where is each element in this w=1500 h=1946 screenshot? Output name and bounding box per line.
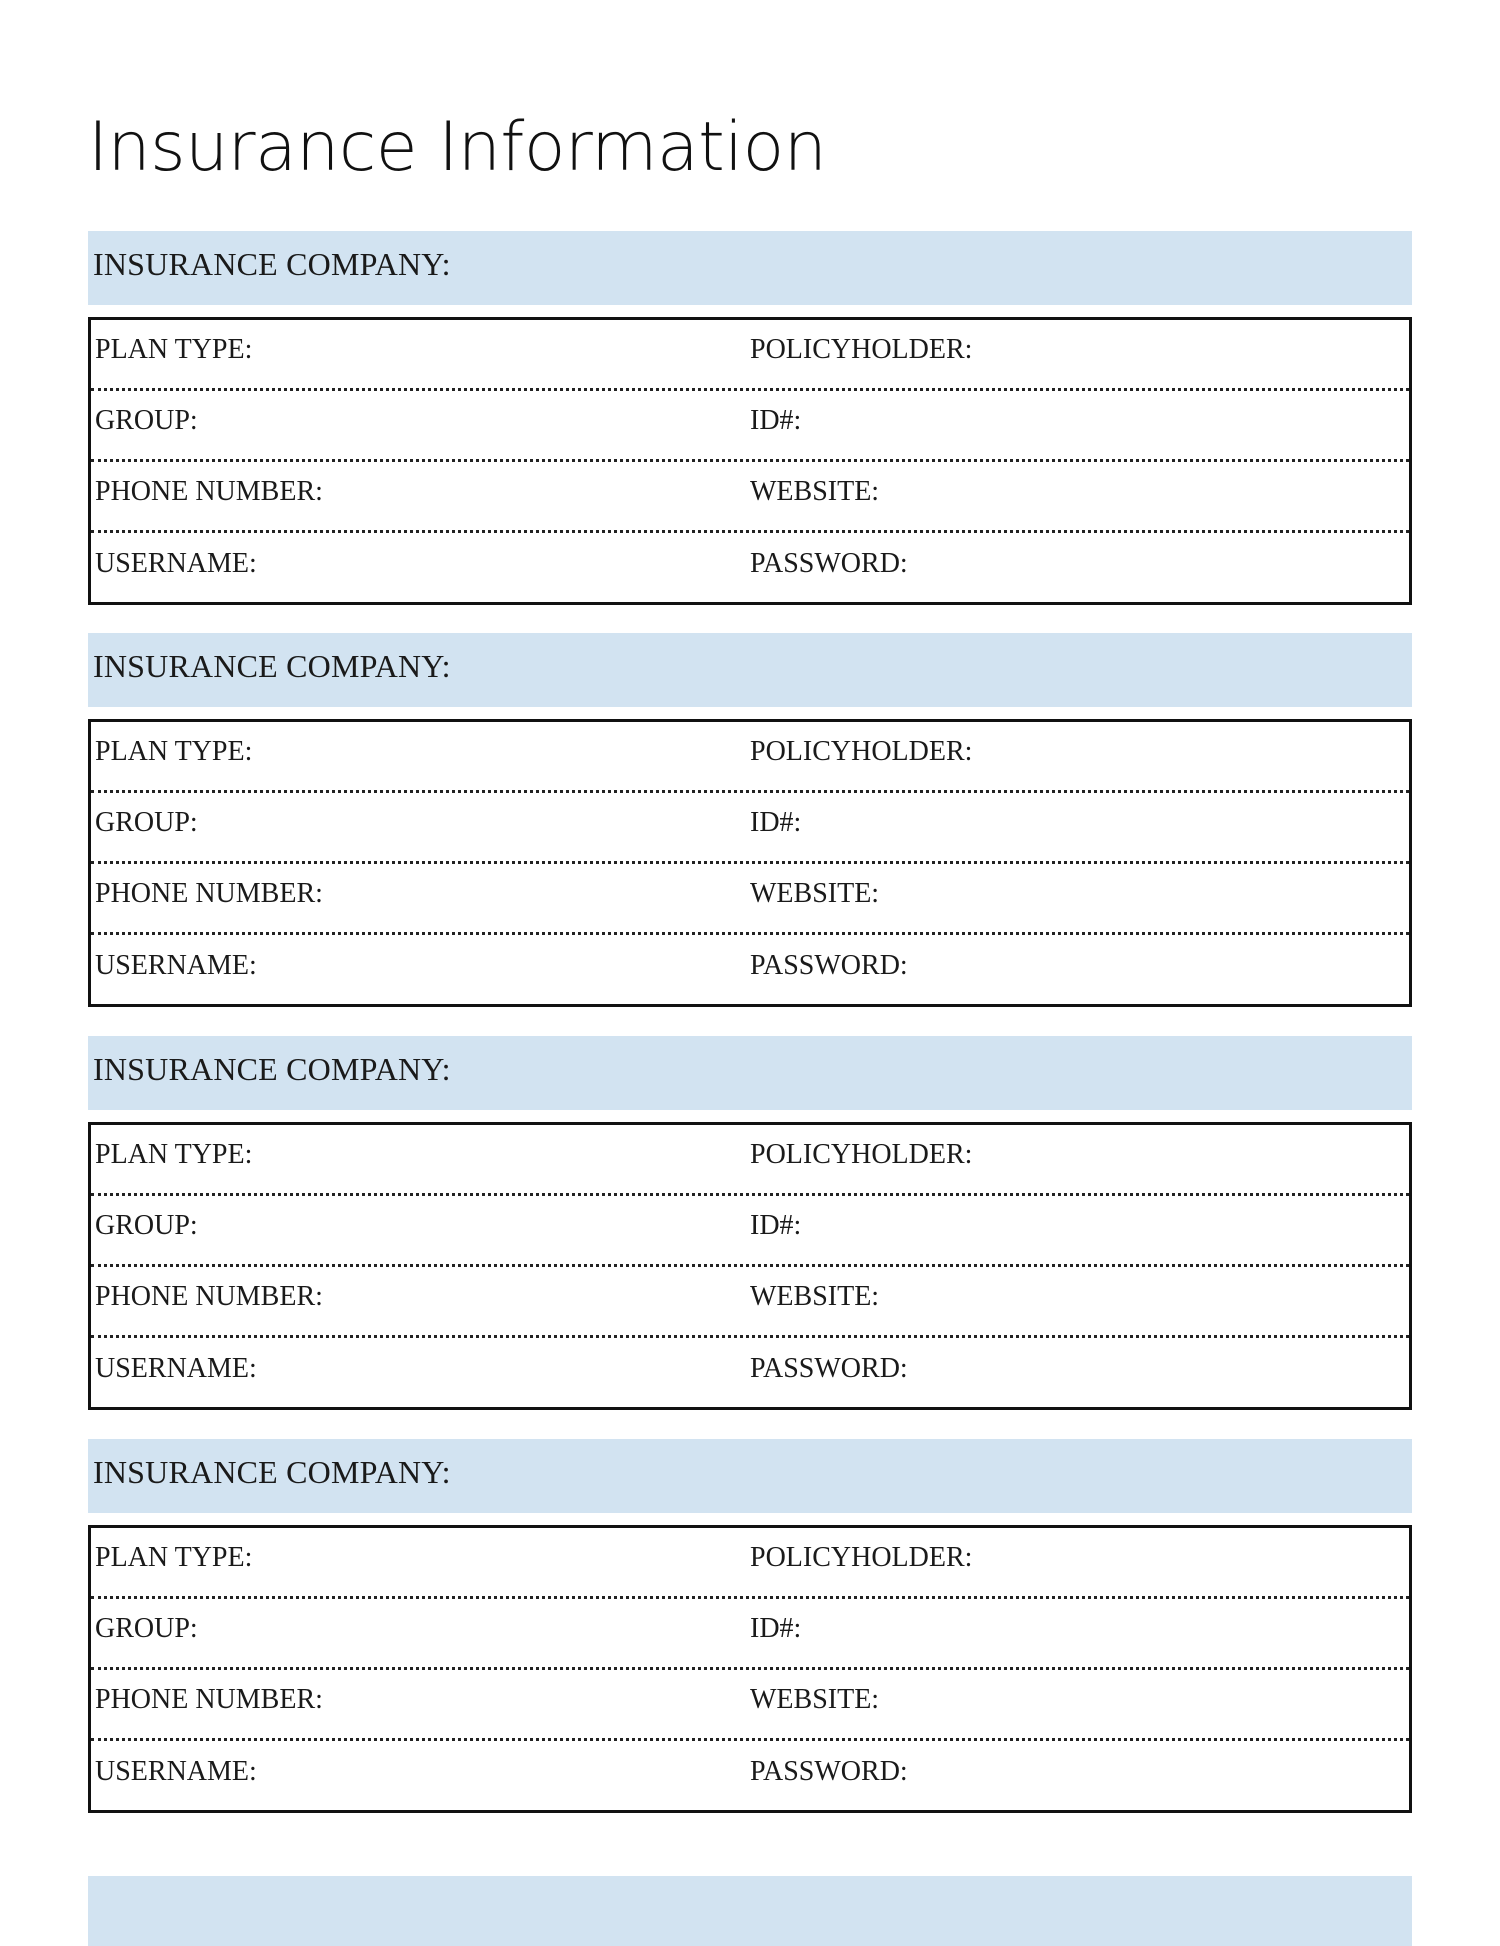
phone-number-field[interactable]: PHONE NUMBER: (95, 1281, 323, 1312)
insurance-details-box (88, 1525, 1412, 1813)
details-row (91, 722, 1409, 793)
insurance-details-box (88, 719, 1412, 1007)
details-row (91, 793, 1409, 864)
plan-type-field[interactable]: PLAN TYPE: (95, 1139, 253, 1170)
username-field[interactable]: USERNAME: (95, 1352, 257, 1384)
details-row (91, 462, 1409, 533)
plan-type-field[interactable]: PLAN TYPE: (95, 334, 253, 365)
page-title: Insurance Information (88, 108, 827, 187)
details-row (91, 320, 1409, 391)
insurance-details-box (88, 1122, 1412, 1410)
username-field[interactable]: USERNAME: (95, 949, 257, 981)
insurance-section-1 (88, 231, 1412, 605)
website-field[interactable]: WEBSITE: (750, 1281, 880, 1312)
details-row (91, 1338, 1409, 1407)
password-field[interactable]: PASSWORD: (750, 1352, 908, 1384)
plan-type-field[interactable]: PLAN TYPE: (95, 1542, 253, 1573)
group-field[interactable]: GROUP: (95, 405, 198, 436)
details-row (91, 533, 1409, 602)
insurance-section-4 (88, 1439, 1412, 1813)
id-number-field[interactable]: ID#: (750, 405, 802, 436)
details-row (91, 1528, 1409, 1599)
company-header-bar[interactable] (88, 633, 1412, 707)
insurance-company-label: INSURANCE COMPANY: (93, 245, 451, 282)
policyholder-field[interactable]: POLICYHOLDER: (750, 334, 973, 365)
next-company-header-bar (88, 1876, 1412, 1946)
details-row (91, 935, 1409, 1004)
username-field[interactable]: USERNAME: (95, 547, 257, 579)
details-row (91, 1196, 1409, 1267)
plan-type-field[interactable]: PLAN TYPE: (95, 736, 253, 767)
insurance-company-label: INSURANCE COMPANY: (93, 647, 451, 684)
insurance-section-2 (88, 633, 1412, 1007)
group-field[interactable]: GROUP: (95, 1613, 198, 1644)
insurance-company-label: INSURANCE COMPANY: (93, 1453, 451, 1490)
details-row (91, 1741, 1409, 1810)
insurance-company-label: INSURANCE COMPANY: (93, 1050, 451, 1087)
id-number-field[interactable]: ID#: (750, 807, 802, 838)
phone-number-field[interactable]: PHONE NUMBER: (95, 878, 323, 909)
phone-number-field[interactable]: PHONE NUMBER: (95, 1684, 323, 1715)
details-row (91, 1267, 1409, 1338)
username-field[interactable]: USERNAME: (95, 1755, 257, 1787)
details-row (91, 864, 1409, 935)
website-field[interactable]: WEBSITE: (750, 476, 880, 507)
company-header-bar[interactable] (88, 1439, 1412, 1513)
company-header-bar[interactable] (88, 231, 1412, 305)
phone-number-field[interactable]: PHONE NUMBER: (95, 476, 323, 507)
website-field[interactable]: WEBSITE: (750, 1684, 880, 1715)
details-row (91, 1125, 1409, 1196)
password-field[interactable]: PASSWORD: (750, 1755, 908, 1787)
id-number-field[interactable]: ID#: (750, 1613, 802, 1644)
policyholder-field[interactable]: POLICYHOLDER: (750, 1139, 973, 1170)
company-header-bar[interactable] (88, 1036, 1412, 1110)
details-row (91, 1599, 1409, 1670)
details-row (91, 391, 1409, 462)
details-row (91, 1670, 1409, 1741)
group-field[interactable]: GROUP: (95, 1210, 198, 1241)
id-number-field[interactable]: ID#: (750, 1210, 802, 1241)
policyholder-field[interactable]: POLICYHOLDER: (750, 736, 973, 767)
insurance-details-box (88, 317, 1412, 605)
password-field[interactable]: PASSWORD: (750, 949, 908, 981)
group-field[interactable]: GROUP: (95, 807, 198, 838)
policyholder-field[interactable]: POLICYHOLDER: (750, 1542, 973, 1573)
password-field[interactable]: PASSWORD: (750, 547, 908, 579)
website-field[interactable]: WEBSITE: (750, 878, 880, 909)
insurance-section-3 (88, 1036, 1412, 1410)
